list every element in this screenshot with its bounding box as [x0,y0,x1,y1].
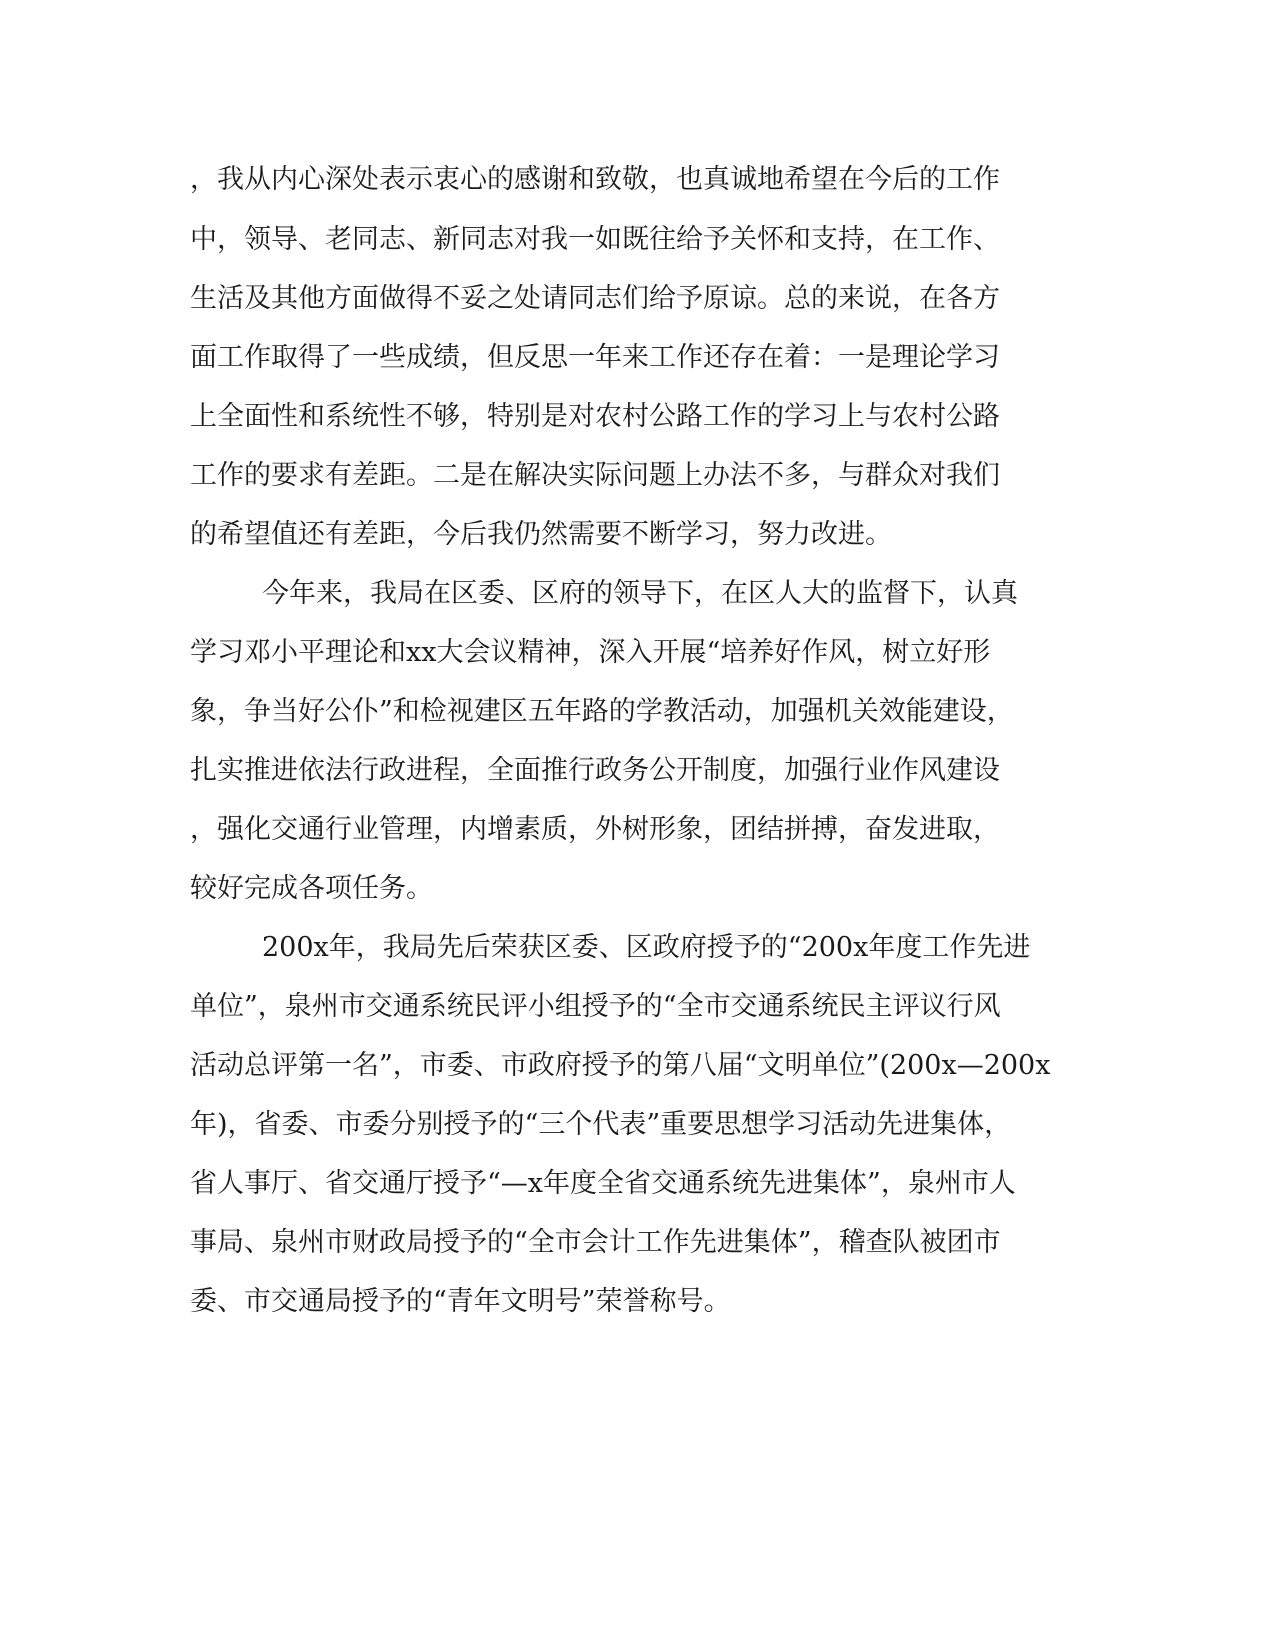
paragraph-1-line-7: 的希望值还有差距，今后我仍然需要不断学习，努力改进。 [190,519,892,550]
paragraph-3-line-5: 省人事厅、省交通厅授予“—x年度全省交通系统先进集体”，泉州市人 [190,1168,1016,1199]
paragraph-1-line-4: 面工作取得了一些成绩，但反思一年来工作还存在着：一是理论学习 [190,342,1000,373]
paragraph-3-line-3: 活动总评第一名”，市委、市政府授予的第八届“文明单位”(200x—200x [190,1050,1051,1081]
paragraph-2-line-1: 今年来，我局在区委、区府的领导下，在区人大的监督下，认真 [262,578,1018,609]
paragraph-1-line-6: 工作的要求有差距。二是在解决实际问题上办法不多，与群众对我们 [190,460,1000,491]
paragraph-1-line-3: 生活及其他方面做得不妥之处请同志们给予原谅。总的来说，在各方 [190,283,1000,314]
paragraph-2-line-5: ，强化交通行业管理，内增素质，外树形象，团结拼搏，奋发进取， [190,814,1000,845]
paragraph-2-line-6: 较好完成各项任务。 [190,873,433,904]
paragraph-3-line-7: 委、市交通局授予的“青年文明号”荣誉称号。 [190,1286,731,1317]
paragraph-2-line-4: 扎实推进依法行政进程，全面推行政务公开制度，加强行业作风建设 [190,755,1000,786]
paragraph-3-line-4: 年)，省委、市委分别授予的“三个代表”重要思想学习活动先进集体， [190,1109,1012,1140]
paragraph-1-line-1: ，我从内心深处表示衷心的感谢和致敬，也真诚地希望在今后的工作 [190,164,1000,195]
paragraph-3-line-1: 200x年，我局先后荣获区委、区政府授予的“200x年度工作先进 [262,932,1031,963]
paragraph-1-line-2: 中，领导、老同志、新同志对我一如既往给予关怀和支持，在工作、 [190,224,1000,255]
paragraph-3-line-2: 单位”，泉州市交通系统民评小组授予的“全市交通系统民主评议行风 [190,991,1001,1022]
paragraph-3-line-6: 事局、泉州市财政局授予的“全市会计工作先进集体”，稽查队被团市 [190,1227,1001,1258]
paragraph-2-line-2: 学习邓小平理论和xx大会议精神，深入开展“培养好作风，树立好形 [190,637,991,668]
paragraph-2-line-3: 象，争当好公仆”和检视建区五年路的学教活动，加强机关效能建设， [190,696,1014,727]
paragraph-1-line-5: 上全面性和系统性不够，特别是对农村公路工作的学习上与农村公路 [190,401,1000,432]
